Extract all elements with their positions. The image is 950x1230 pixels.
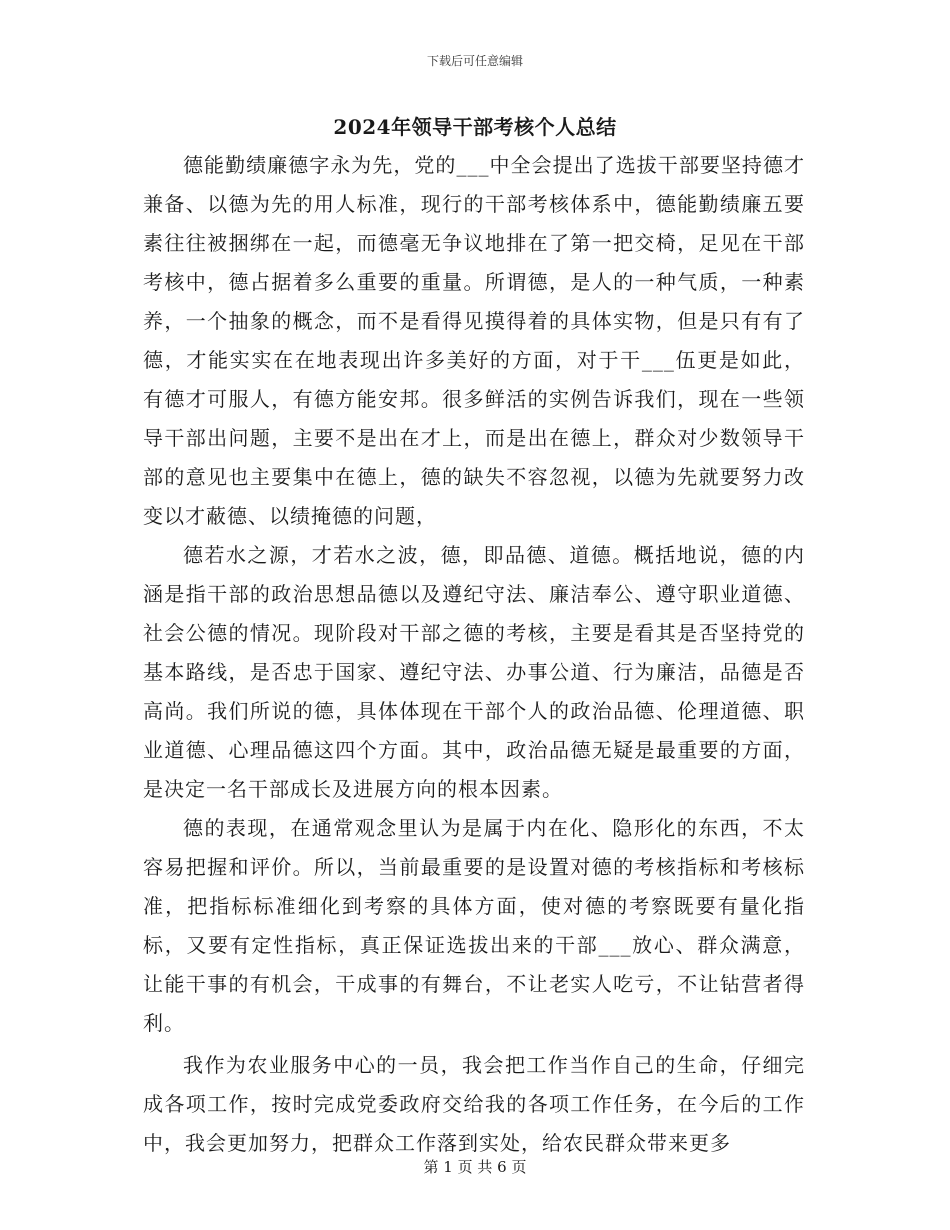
paragraph-4: 我作为农业服务中心的一员，我会把工作当作自己的生命，仔细完成各项工作，按时完成党委政府交给我的各项工作任务，在今后的工作中，我会更加努力，把群众工作落到实处，给农民群众带来更多 <box>143 1053 805 1155</box>
paragraph-1: 德能勤绩廉德字永为先，党的___中全会提出了选拔干部要坚持德才兼备、以德为先的用人标准，现行的干部考核体系中，德能勤绩廉五要素往往被捆绑在一起，而德毫无争议地排在了第一把交椅，足见在干部考核中，德占据着多么重要的重量。所谓德，是人的一种气质，一种素养，一个抽象的概念，而不是看得见摸得着的具体实物，但是只有有了德，才能实实在在地表现出许多美好的方面，对于干___伍更是如此，有德才可服人，有德方能安邦。很多鲜活的实例告诉我们，现在一些领导干部出问题，主要不是出在才上，而是出在德上，群众对少数领导干部的意见也主要集中在德上，德的缺失不容忽视，以德为先就要努力改变以才蔽德、以绩掩德的问题， <box>143 153 805 528</box>
paragraph-3: 德的表现，在通常观念里认为是属于内在化、隐形化的东西，不太容易把握和评价。所以，当前最重要的是设置对德的考核指标和考核标准，把指标标准细化到考察的具体方面，使对德的考察既要有量化指标，又要有定性指标，真正保证选拔出来的干部___放心、群众满意，让能干事的有机会，干成事的有舞台，不让老实人吃亏，不让钻营者得利。 <box>143 816 805 1035</box>
page-indicator: 第 1 页 共 6 页 <box>423 1158 527 1176</box>
document-title: 2024年领导干部考核个人总结 <box>333 115 617 139</box>
paragraph-2: 德若水之源，才若水之波，德，即品德、道德。概括地说，德的内涵是指干部的政治思想品德以及遵纪守法、廉洁奉公、遵守职业道德、社会公德的情况。现阶段对干部之德的考核，主要是看其是否坚持党的基本路线，是否忠于国家、遵纪守法、办事公道、行为廉洁，品德是否高尚。我们所说的德，具体体现在干部个人的政治品德、伦理道德、职业道德、心理品德这四个方面。其中，政治品德无疑是最重要的方面，是决定一名干部成长及进展方向的根本因素。 <box>143 543 805 801</box>
document-body <box>143 146 805 1163</box>
header-note: 下载后可任意编辑 <box>426 54 523 68</box>
